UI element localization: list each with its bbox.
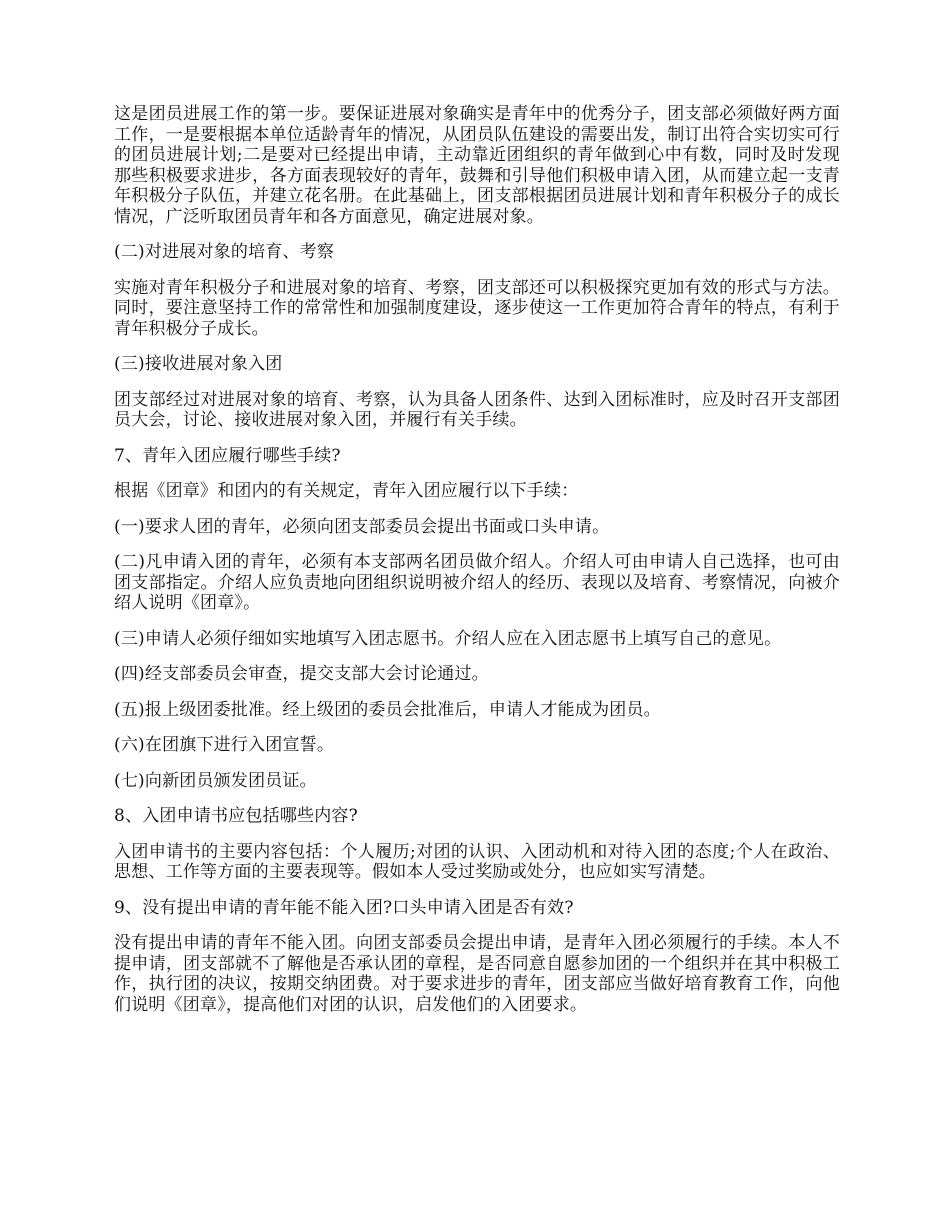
paragraph-procedures-intro: 根据《团章》和团内的有关规定，青年入团应履行以下手续：: [114, 481, 579, 501]
question-heading-7: 7、青年入团应履行哪些手续?: [114, 445, 341, 466]
paragraph-cultivation: 实施对青年积极分子和进展对象的培育、考察，团支部还可以积极探究更加有效的形式与方法。同时，要注意坚持工作的常常性和加强制度建设，逐步使这一工作更加符合青年的特点，有利于青年积极分子成长。: [114, 277, 840, 339]
section-heading-admission: (三)接收进展对象入团: [114, 354, 283, 374]
procedure-item-7: (七)向新团员颁发团员证。: [114, 770, 317, 791]
procedure-item-2: (二)凡申请入团的青年，必须有本支部两名团员做介绍人。介绍人可由申请人自己选择，也可由团支部指定。介绍人应负责地向团组织说明被介绍人的经历、表现以及培育、考察情况，向被介绍人说明《团章》。: [114, 552, 840, 613]
question-heading-8: 8、入团申请书应包括哪些内容?: [114, 806, 358, 826]
procedure-item-6: (六)在团旗下进行入团宣誓。: [114, 735, 335, 755]
paragraph-intro: 这是团员进展工作的第一步。要保证进展对象确实是青年中的优秀分子，团支部必须做好两方面工作，一是要根据本单位适龄青年的情况，从团员队伍建设的需要出发，制订出符合实切实可行的团员进展计划;二是要对已经提出申请，主动靠近团组织的青年做到心中有数，同时及时发现那些积极要求进步，各方面表现较好的青年，鼓舞和引导他们积极申请入团，从而建立起一支青年积极分子队伍，并建立花名册。在此基础上，团支部根据团员进展计划和青年积极分子的成长情况，广泛听取团员青年和各方面意见，确定进展对象。: [114, 104, 840, 227]
document-body: [114, 104, 840, 1015]
procedure-item-5: (五)报上级团委批准。经上级团的委员会批准后，申请人才能成为团员。: [114, 699, 661, 720]
procedure-item-3: (三)申请人必须仔细如实地填写入团志愿书。介绍人应在入团志愿书上填写自己的意见。: [114, 628, 782, 649]
paragraph-admission: 团支部经过对进展对象的培育、考察，认为具备人团条件、达到入团标准时，应及时召开支部团员大会，讨论、接收进展对象入团，并履行有关手续。: [114, 389, 840, 430]
paragraph-application-content: 入团申请书的主要内容包括：个人履历;对团的认识、入团动机和对待入团的态度;个人在政治、思想、工作等方面的主要表现等。假如本人受过奖励或处分，也应如实写清楚。: [114, 841, 840, 882]
section-heading-cultivation: (二)对进展对象的培育、考察: [114, 242, 335, 262]
procedure-item-1: (一)要求人团的青年，必须向团支部委员会提出书面或口头申请。: [114, 516, 610, 537]
procedure-item-4: (四)经支部委员会审查，提交支部大会讨论通过。: [114, 664, 489, 684]
question-heading-9: 9、没有提出申请的青年能不能入团?口头申请入团是否有效?: [114, 897, 574, 918]
paragraph-no-application: 没有提出申请的青年不能入团。向团支部委员会提出申请，是青年入团必须履行的手续。本人不提申请，团支部就不了解他是否承认团的章程，是否同意自愿参加团的一个组织并在其中积极工作，执行团的决议，按期交纳团费。对于要求进步的青年，团支部应当做好培育教育工作，向他们说明《团章》，提高他们对团的认识，启发他们的入团要求。: [114, 933, 840, 1015]
